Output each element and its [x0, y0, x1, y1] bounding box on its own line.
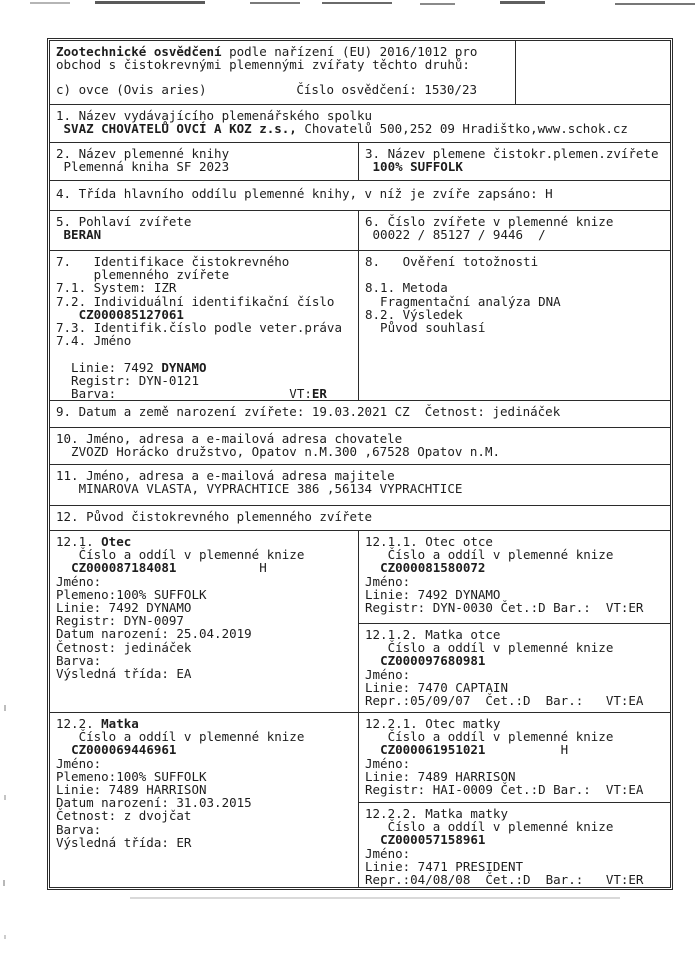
scan-artifact: [95, 1, 205, 4]
text-segment: plemenného zvířete: [56, 267, 230, 283]
text-segment: 1. Název vydávajícího plemenářského spolku: [56, 108, 373, 123]
species-row: [56, 83, 511, 96]
text-line: [365, 873, 666, 886]
text-segment: MINAROVA VLASTA, VYPRACHTICE 386 ,56134 VYPRACHTICE: [56, 481, 463, 497]
text-line: [365, 228, 666, 241]
text-line: [56, 334, 354, 347]
text-segment: Registr: DYN-0030 Čet.:D Bar.: VT:ER: [365, 600, 644, 616]
section-4-row: [50, 181, 670, 211]
text-segment-bold: BERAN: [63, 227, 102, 243]
section-5-6-row: [50, 211, 670, 251]
text-segment: podle nařízení (EU) 2016/1012 pro: [221, 44, 478, 59]
text-segment: 12.2.1. Otec matky: [365, 716, 501, 731]
text-segment: 7. Identifikace čistokrevného: [56, 254, 290, 269]
certificate-form: [47, 38, 673, 890]
text-line: [365, 694, 666, 707]
text-line: [365, 255, 666, 268]
text-segment: 8.2. Výsledek: [365, 306, 463, 322]
text-segment-bold: CZ000069446961: [71, 742, 177, 758]
text-segment: 7.2. Individuální identifikační číslo: [56, 293, 335, 309]
scan-artifact: [130, 897, 620, 899]
section-12-row: [50, 506, 670, 531]
text-segment: 12.1.: [56, 534, 102, 549]
text-segment: Jméno:: [365, 755, 411, 771]
pedigree-dam-row: [50, 713, 670, 887]
text-line: [56, 405, 666, 418]
section-12-pedigree-heading: [50, 506, 670, 530]
text-segment: Registr: DYN-0097: [56, 613, 184, 629]
text-segment: Číslo a oddíl v plemenné knize: [365, 819, 614, 835]
section-12-2-1-dams-sire: [359, 713, 670, 803]
text-segment: ZVOZD Horácko družstvo, Opatov n.M.300 ,67528 Opatov n.M.: [56, 444, 501, 460]
text-line: [56, 160, 354, 173]
section-4-studbook-class: [50, 181, 670, 210]
text-segment: H: [485, 742, 569, 758]
scan-artifact: [420, 3, 455, 5]
sire-ancestors: [358, 531, 670, 712]
text-segment: Registr: HAI-0009 Čet.:D Bar.: VT:EA: [365, 782, 644, 798]
text-segment: Plemeno:100% SUFFOLK: [56, 768, 207, 784]
text-segment: Repr.:04/08/08 Čet.:D Bar.: VT:ER: [365, 872, 644, 887]
text-segment: [56, 227, 64, 242]
text-segment: Linie: 7492 DYNAMO: [365, 586, 501, 602]
text-segment-bold: Zootechnické osvědčení: [56, 44, 222, 59]
section-6-studbook-number: [358, 211, 670, 250]
text-segment: Číslo a oddíl v plemenné knize: [365, 640, 614, 656]
text-segment: Číslo a oddíl v plemenné knize: [56, 547, 305, 563]
section-1-row: [50, 105, 670, 143]
text-segment: Výsledná třída: ER: [56, 834, 192, 850]
text-segment: 7.4. Jméno: [56, 333, 132, 349]
text-segment: Plemenná kniha SF 2023: [56, 159, 230, 175]
text-segment: 12. Původ čistokrevného plemenného zvířete: [56, 509, 373, 524]
text-line: [56, 187, 666, 200]
text-segment: Barva:: [56, 652, 102, 668]
text-segment: 8. Ověření totožnosti: [365, 254, 539, 269]
text-segment: Číslo a oddíl v plemenné knize: [365, 547, 614, 563]
text-segment: Linie: 7492 DYNAMO: [56, 600, 192, 616]
section-3-breed-name: [358, 143, 670, 180]
text-segment-bold: Otec: [101, 534, 132, 549]
text-line: [56, 387, 354, 400]
section-2-studbook-name: [50, 143, 358, 180]
text-line: [56, 122, 666, 135]
text-line: [56, 445, 666, 458]
text-segment: 11. Jméno, adresa a e-mailová adresa majitele: [56, 468, 395, 483]
text-segment: 12.1.1. Otec otce: [365, 534, 493, 549]
text-segment: obchod s čistokrevnými plemennými zvířaty těchto druhů:: [56, 57, 470, 73]
text-segment: [365, 159, 373, 174]
text-line: [365, 160, 666, 173]
text-line: [56, 228, 354, 241]
text-segment: 2. Název plemenné knihy: [56, 146, 230, 161]
dam-ancestors: [358, 713, 670, 887]
scan-artifact: [4, 935, 6, 939]
text-segment: H: [176, 560, 267, 576]
text-segment: Četnost: z dvojčat: [56, 808, 192, 824]
text-segment: Linie: 7471 PRESIDENT: [365, 858, 524, 874]
text-segment: 12.2.: [56, 716, 102, 731]
section-10-row: [50, 428, 670, 465]
text-segment: Jméno:: [365, 666, 411, 682]
certificate-number: Číslo osvědčení: 1530/23: [296, 82, 477, 98]
scan-artifact: [30, 2, 70, 4]
text-segment: Jméno:: [56, 755, 102, 771]
text-segment-bold: Matka: [101, 716, 139, 731]
section-12-2-dam: [50, 713, 358, 887]
text-line: [56, 510, 666, 523]
text-segment-bold: ER: [311, 386, 327, 400]
scan-artifact: [500, 1, 545, 4]
text-line: [365, 601, 666, 614]
text-segment: Barva: VT:: [56, 386, 312, 400]
text-line: [365, 321, 666, 334]
text-segment: Linie: 7489 HARRISON: [365, 768, 516, 784]
section-12-2-2-dams-dam: [359, 803, 670, 887]
text-segment: 8.1. Metoda: [365, 280, 448, 296]
text-segment: Číslo a oddíl v plemenné knize: [56, 729, 305, 745]
text-segment: Repr.:05/09/07 Čet.:D Bar.: VT:EA: [365, 693, 644, 709]
section-2-3-row: [50, 143, 670, 181]
text-segment: 10. Jméno, adresa a e-mailová adresa chovatele: [56, 431, 403, 446]
text-segment: 9. Datum a země narození zvířete: 19.03.2021 CZ Četnost: jedináček: [56, 404, 561, 419]
section-1-issuing-society: [50, 105, 670, 142]
scan-artifact: [615, 3, 695, 5]
text-segment-bold: CZ000085127061: [78, 306, 184, 322]
text-segment: Výsledná třída: EA: [56, 666, 192, 682]
text-segment-bold: CZ000061951021: [380, 742, 486, 758]
text-segment-bold: CZ000081580072: [380, 560, 486, 576]
certificate-title: [56, 45, 511, 71]
pedigree-sire-row: [50, 531, 670, 713]
text-segment-bold: CZ000057158961: [380, 832, 486, 848]
text-segment: Číslo a oddíl v plemenné knize: [365, 729, 614, 745]
text-segment: Linie: 7492: [56, 359, 162, 375]
section-11-owner: [50, 465, 670, 505]
text-segment: [56, 121, 64, 136]
text-segment: Jméno:: [365, 845, 411, 861]
section-9-row: [50, 401, 670, 428]
section-10-breeder: [50, 428, 670, 464]
text-segment: Datum narození: 25.04.2019: [56, 626, 252, 642]
text-segment: 5. Pohlaví zvířete: [56, 214, 192, 229]
text-segment: Plemeno:100% SUFFOLK: [56, 586, 207, 602]
section-12-1-1-sires-sire: [359, 531, 670, 624]
text-segment: 12.1.2. Matka otce: [365, 627, 501, 642]
section-9-birth-date: [50, 401, 670, 427]
section-12-1-2-sires-dam: [359, 624, 670, 712]
scan-artifact: [4, 705, 6, 711]
text-segment: Datum narození: 31.03.2015: [56, 795, 252, 811]
text-segment: Četnost: jedináček: [56, 639, 192, 655]
section-12-1-sire: [50, 531, 358, 712]
text-segment: Barva:: [56, 821, 102, 837]
text-segment: Jméno:: [365, 573, 411, 589]
stamp-box: [515, 41, 670, 104]
text-segment: Jméno:: [56, 573, 102, 589]
text-segment-bold: CZ000097680981: [380, 653, 486, 669]
text-segment-bold: SVAZ CHOVATELŮ OVCÍ A KOZ z.s.,: [63, 121, 297, 137]
text-segment: 3. Název plemene čistokr.plemen.zvířete: [365, 146, 659, 161]
text-segment: Linie: 7489 HARRISON: [56, 782, 207, 798]
text-segment-bold: 100% SUFFOLK: [372, 159, 463, 175]
section-8-identity-verification: [358, 251, 670, 400]
text-line: [56, 58, 511, 71]
text-segment-bold: CZ000087184081: [71, 560, 177, 576]
header-row: [50, 41, 670, 105]
text-segment: 6. Číslo zvířete v plemenné knize: [365, 214, 614, 229]
text-line: [56, 482, 666, 495]
text-segment: Registr: DYN-0121: [56, 372, 199, 388]
text-segment: 12.2.2. Matka matky: [365, 806, 508, 821]
text-segment: Původ souhlasí: [365, 320, 486, 335]
species-label: c) ovce (Ovis aries): [56, 82, 207, 98]
scan-artifact: [250, 2, 300, 4]
text-segment: Chovatelů 500,252 09 Hradištko,www.schok.cz: [296, 121, 628, 137]
section-5-sex: [50, 211, 358, 250]
text-segment: 4. Třída hlavního oddílu plemenné knihy, v níž je zvíře zapsáno: H: [56, 186, 553, 201]
section-7-identification: [50, 251, 358, 400]
scan-artifact: [322, 2, 392, 4]
text-segment: 00022 / 85127 / 9446 /: [365, 227, 546, 243]
text-segment: 7.3. Identifik.číslo podle veter.práva: [56, 320, 342, 336]
text-segment: Fragmentační analýza DNA: [365, 293, 561, 309]
section-11-row: [50, 465, 670, 506]
section-7-8-row: [50, 251, 670, 401]
header-cell: [50, 41, 515, 104]
text-segment: 7.1. System: IZR: [56, 280, 177, 296]
text-line: [56, 667, 354, 680]
scan-artifact: [3, 880, 5, 886]
text-line: [56, 836, 354, 849]
text-segment: Linie: 7470 CAPTAIN: [365, 679, 508, 695]
text-segment-bold: DYNAMO: [161, 359, 207, 375]
scan-artifact: [4, 795, 6, 800]
text-line: [365, 783, 666, 796]
